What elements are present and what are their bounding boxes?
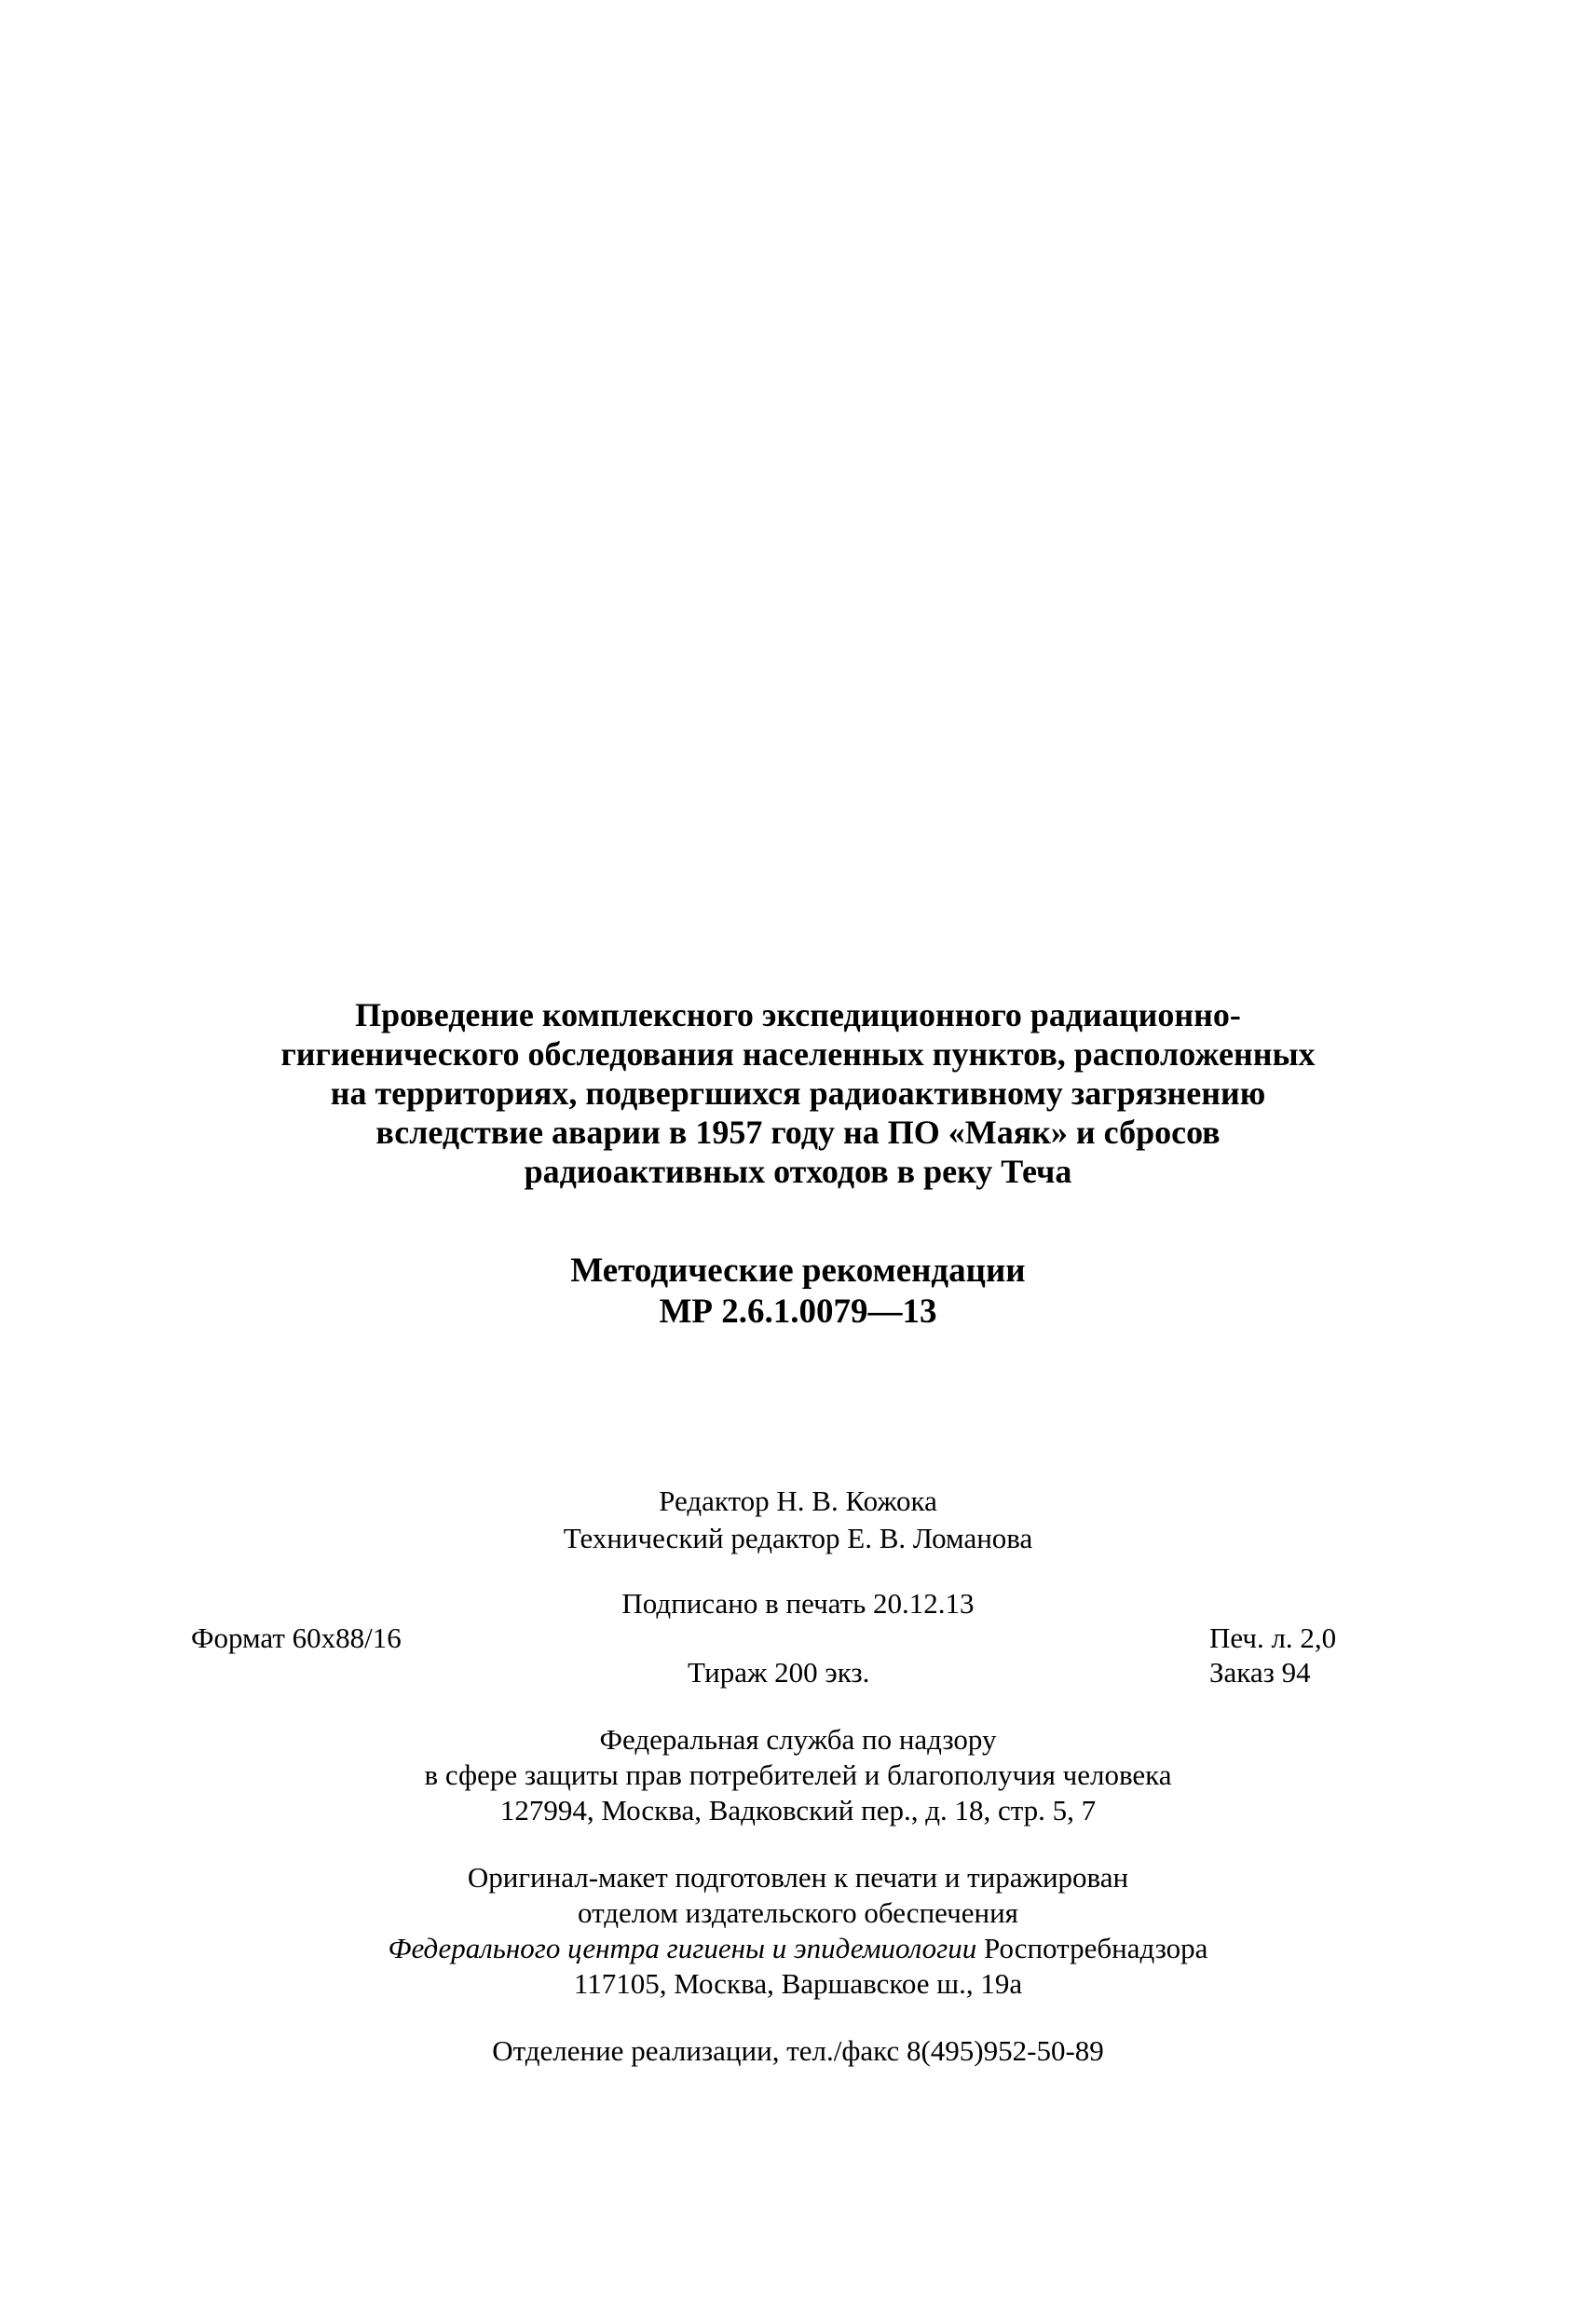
tech-editor-credit: Технический редактор Е. В. Ломанова <box>563 1522 1033 1554</box>
print-run: Тираж 200 экз. <box>688 1656 870 1689</box>
document-title <box>140 995 1456 1191</box>
title-line: вследствие аварии в 1957 году на ПО «Маяк» и сбросов <box>375 1114 1221 1151</box>
printer-organization-rest: Роспотребнадзора <box>976 1932 1208 1964</box>
order-number: Заказ 94 <box>1209 1656 1311 1689</box>
title-line: гигиенического обследования населенных пунктов, расположенных <box>280 1035 1316 1073</box>
printer-organization-italic: Федерального центра гигиены и эпидемиологии <box>388 1932 977 1964</box>
document-type: Методические рекомендации <box>570 1252 1026 1290</box>
printed-sheets: Печ. л. 2,0 <box>1209 1621 1337 1654</box>
document-designation <box>140 1251 1456 1333</box>
publisher-address: 127994, Москва, Вадковский пер., д. 18, стр. 5, 7 <box>499 1794 1097 1826</box>
paper-format: Формат 60x88/16 <box>191 1621 402 1654</box>
printer-address: 117105, Москва, Варшавское ш., 19а <box>573 1967 1023 2000</box>
title-line: на территориях, подвергшихся радиоактивному загрязнению <box>330 1074 1266 1112</box>
printer-line: отделом издательского обеспечения <box>578 1896 1018 1929</box>
signed-to-print: Подписано в печать 20.12.13 <box>621 1587 975 1620</box>
title-line: радиоактивных отходов в реку Теча <box>524 1153 1072 1190</box>
document-number: МР 2.6.1.0079—13 <box>659 1293 937 1331</box>
editor-credit: Редактор Н. В. Кожока <box>659 1484 937 1517</box>
publisher-line: в сфере защиты прав потребителей и благополучия человека <box>424 1758 1172 1791</box>
title-line: Проведение комплексного экспедиционного радиационно- <box>355 996 1241 1033</box>
sales-contact: Отделение реализации, тел./факс 8(495)952-50-89 <box>492 2034 1104 2067</box>
printer-organization <box>140 1931 1456 1966</box>
publisher-line: Федеральная служба по надзору <box>599 1723 997 1756</box>
printer-line: Оригинал-макет подготовлен к печати и тиражирован <box>467 1861 1129 1894</box>
